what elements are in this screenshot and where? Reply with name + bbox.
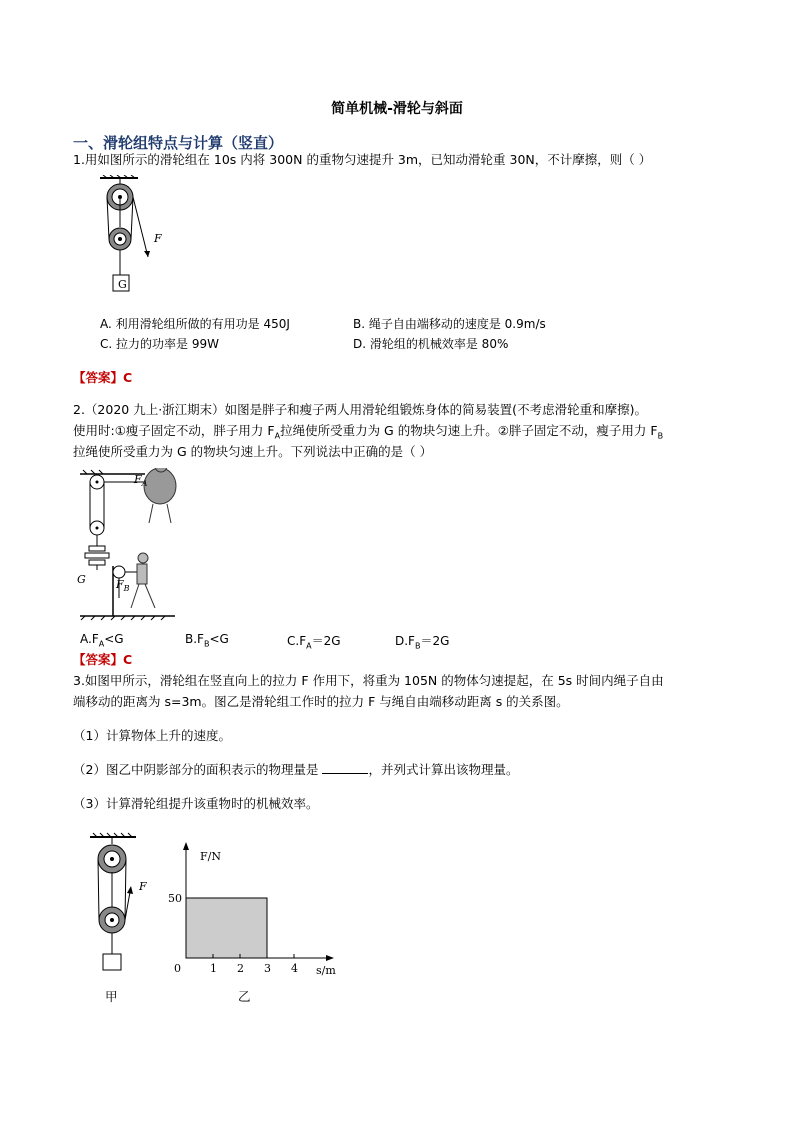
q2-answer: 【答案】C [73,652,133,667]
q3-part-2-text-a: （2）图乙中阴影部分的面积表示的物理量是 [73,762,323,777]
q3-stem-line2: 端移动的距离为 s=3m。图乙是滑轮组工作时的拉力 F 与绳自由端移动距离 s 的关系图。 [73,694,569,709]
q1-option-a: A. 利用滑轮组所做的有用功是 450J [100,317,290,331]
q2-opt-c-post: ＝2G [311,634,341,648]
q2-option-b [185,632,229,648]
q2-pulley-figure [75,468,185,623]
q2-opt-b-sub: B [203,639,210,649]
q3-caption-yi: 乙 [238,989,251,1004]
q3-stem-line1: 3.如图甲所示，滑轮组在竖直向上的拉力 F 作用下，将重为 105N 的物体匀速提起，在 5s 时间内绳子自由 [73,673,664,688]
q1-stem: 1.用如图所示的滑轮组在 10s 内将 300N 的重物匀速提升 3m，已知动滑轮重 30N，不计摩擦，则（ ） [73,152,652,167]
q3-part-2 [73,760,518,780]
q3-part-1: （1）计算物体上升的速度。 [73,728,231,743]
q2-opt-a-post: <G [104,632,124,646]
section-heading: 一、滑轮组特点与计算（竖直） [73,134,284,152]
chart-x-tick-label: 4 [291,962,298,975]
q2-opt-c-sub: A [306,641,312,651]
q3-fig-f-label: F [139,880,147,893]
q3-part-2-text-b: ，并列式计算出该物理量。 [368,762,519,777]
q2-line2a: 使用时:①瘦子固定不动，胖子用力 F [73,423,275,438]
q3-part-2-blank[interactable] [322,760,368,774]
q2-opt-d-post: ＝2G [420,634,450,648]
q3-caption-jia: 甲 [105,989,118,1004]
q2-sub-a: A [274,431,281,441]
q3-part-3: （3）计算滑轮组提升该重物时的机械效率。 [73,796,319,811]
q2-opt-c-pre: C.F [287,634,307,648]
q2-stem-line3: 拉绳使所受重力为 G 的物块匀速上升。下列说法中正确的是（ ） [73,444,433,459]
q2-option-c [287,632,341,650]
q2-fig-fb-text: F [116,578,124,591]
chart-y-axis-label: F/N [200,850,221,863]
chart-y-axis-arrow [183,842,189,850]
q2-fig-fa-sub: A [141,479,148,489]
q2-opt-b-post: <G [209,632,229,646]
q3-fs-chart [160,838,350,978]
chart-y-tick-label: 50 [168,892,182,905]
q2-opt-b-pre: B.F [185,632,204,646]
q2-fig-g-label: G [77,573,86,586]
q1-answer: 【答案】C [73,370,133,385]
page-title: 简单机械-滑轮与斜面 [331,101,463,117]
q2-opt-a-pre: A.F [80,632,99,646]
q2-fig-fa-text: F [134,473,142,486]
q1-option-d: D. 滑轮组的机械效率是 80% [353,337,509,351]
q1-fig-g-label: G [118,278,127,291]
chart-x-axis-arrow [326,955,334,961]
q2-opt-d-pre: D.F [395,634,415,648]
q1-option-c: C. 拉力的功率是 99W [100,337,219,351]
q2-line2b: 拉绳使所受重力为 G 的物块匀速上升。②胖子固定不动，瘦子用力 F [280,423,658,438]
q2-sub-b: B [657,431,664,441]
q2-opt-a-sub: A [98,639,105,649]
q2-stem-line1: 2.（2020 九上·浙江期末）如图是胖子和瘦子两人用滑轮组锻炼身体的简易装置(不考虑滑轮重和摩擦)。 [73,402,647,417]
q3-pulley-figure-jia [88,832,168,974]
q1-option-b: B. 绳子自由端移动的速度是 0.9m/s [353,317,546,331]
chart-x-tick-label: 2 [237,962,244,975]
chart-shaded-area [186,898,267,958]
chart-x-tick-label: 3 [264,962,271,975]
q1-fig-f-label: F [154,232,162,245]
chart-x-axis-label: s/m [316,964,336,977]
q2-option-a [80,632,124,648]
q2-fig-fb-label [116,578,130,593]
q2-option-d [395,632,449,650]
q2-fig-fa-label [134,473,147,488]
chart-x-tick-label: 1 [210,962,217,975]
q2-fig-fb-sub: B [123,584,130,594]
chart-x-tick-label: 0 [174,962,181,975]
q2-opt-d-sub: B [414,641,421,651]
